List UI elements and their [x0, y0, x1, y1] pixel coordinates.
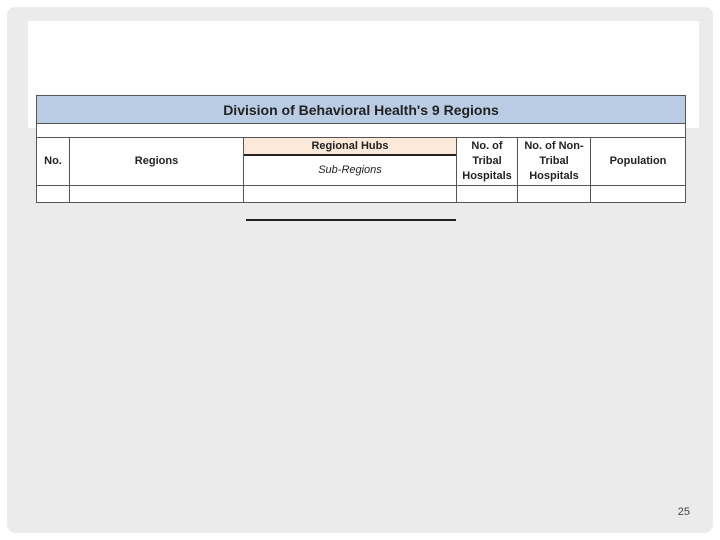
decorative-underline — [246, 219, 456, 221]
header-tribal-hospitals: No. of Tribal Hospitals — [462, 140, 512, 182]
header-no: No. — [44, 155, 62, 167]
regions-table — [36, 95, 686, 203]
page-number: 25 — [677, 506, 690, 518]
table-spacer-row — [37, 124, 685, 138]
header-non-tribal-hospitals: No. of Non-Tribal Hospitals — [524, 140, 584, 182]
grid-line — [37, 185, 685, 186]
header-regional-hubs: Regional Hubs — [244, 138, 456, 154]
table-title: Division of Behavioral Health's 9 Regions — [37, 96, 685, 124]
header-sub-regions: Sub-Regions — [318, 164, 382, 176]
header-regions: Regions — [134, 155, 179, 167]
header-population: Population — [609, 155, 667, 167]
